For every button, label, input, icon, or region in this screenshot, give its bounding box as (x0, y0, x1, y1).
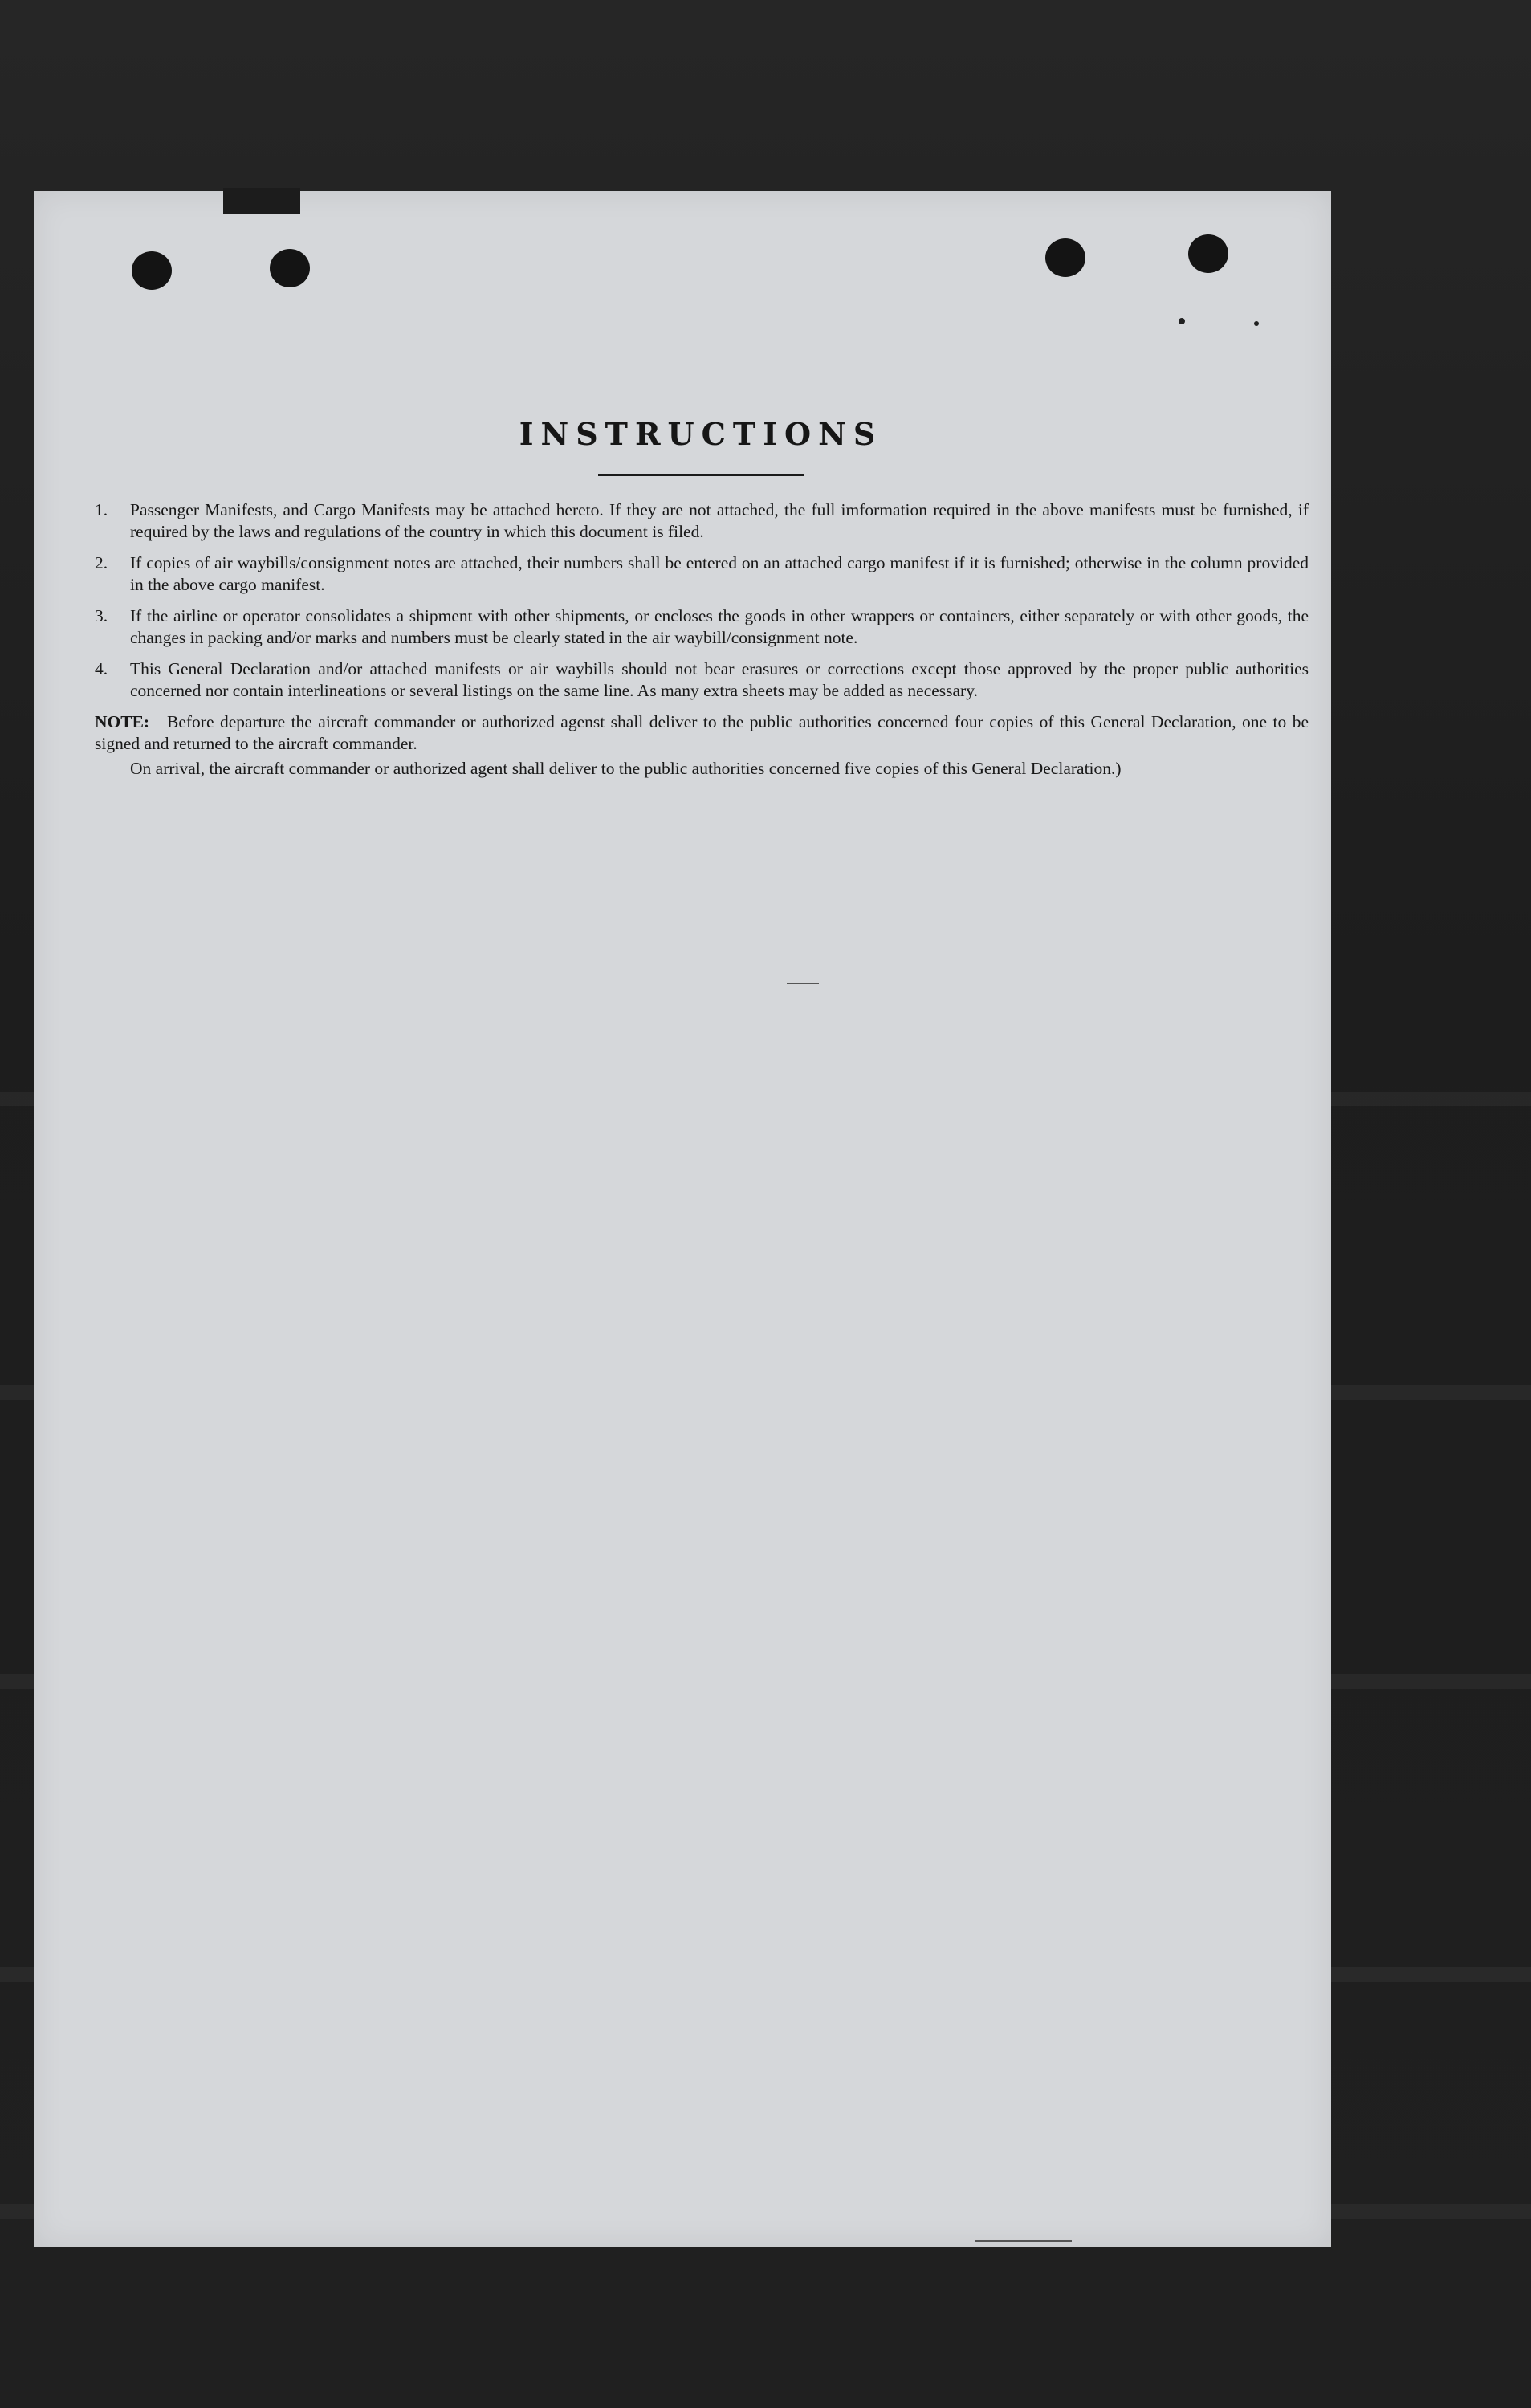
instruction-item (95, 499, 1309, 543)
item-number: 3. (95, 606, 108, 625)
note-section (95, 711, 1309, 780)
scan-mark (975, 2240, 1072, 2242)
paper-tab-notch (223, 188, 300, 214)
punch-hole-icon (270, 249, 310, 287)
item-number: 4. (95, 659, 108, 678)
punch-hole-icon (1045, 238, 1085, 277)
punch-hole-icon (1188, 234, 1228, 273)
note-text: Before departure the aircraft commander or authorized agenst shall deliver to the public authorities concerned four copies of this General Declaration, one to be signed and returned to the aircraft commander. (95, 712, 1309, 753)
note-label: NOTE: (95, 712, 150, 731)
instruction-item (95, 605, 1309, 649)
note-paragraph: On arrival, the aircraft commander or authorized agent shall deliver to the public authorities concerned five copies of this General Declaration.) (130, 759, 1122, 778)
speck (1254, 321, 1259, 326)
speck (1179, 318, 1185, 324)
item-text: Passenger Manifests, and Cargo Manifests may be attached hereto. If they are not attached, the full imformation required in the above manifests must be furnished, if required by the laws and regulations of the country in which this document is filed. (130, 500, 1309, 541)
page-title: INSTRUCTIONS (519, 416, 883, 452)
item-text: This General Declaration and/or attached manifests or air waybills should not bear erasures or corrections except those approved by the proper public authorities concerned nor contain interlineations or several listings on the same line. As many extra sheets may be added as necessary. (130, 659, 1309, 700)
instruction-item (95, 552, 1309, 596)
item-number: 1. (95, 500, 108, 519)
item-text: If the airline or operator consolidates a shipment with other shipments, or encloses the goods in other wrappers or containers, either separately or with other goods, the changes in packing and/or marks and numbers must be clearly stated in the air waybill/consignment note. (130, 606, 1309, 647)
note-paragraph (95, 711, 1309, 755)
instruction-item (95, 658, 1309, 702)
item-text: If copies of air waybills/consignment notes are attached, their numbers shall be entered on an attached cargo manifest if it is furnished; otherwise in the column provided in the above cargo manifest. (130, 553, 1309, 594)
punch-hole-icon (132, 251, 172, 290)
title-underline (598, 474, 804, 476)
item-number: 2. (95, 553, 108, 572)
scan-mark (787, 983, 819, 984)
instructions-body (95, 499, 1309, 780)
